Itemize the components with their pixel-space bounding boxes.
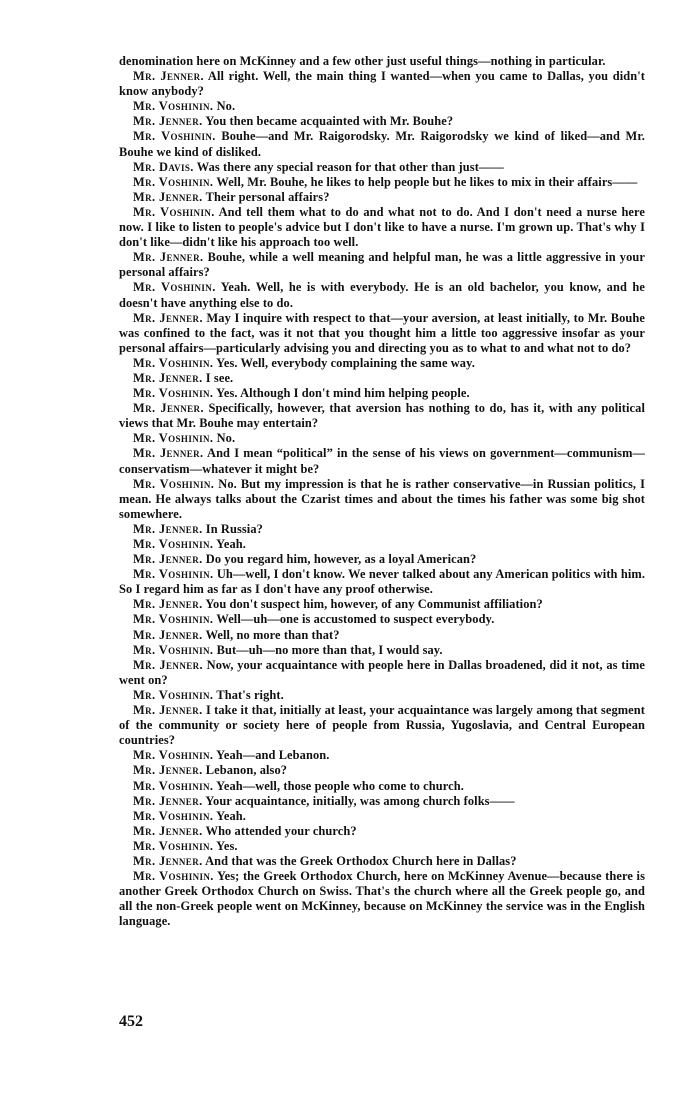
paragraph-text: Uh—well, I don't know. We never talked about any American politics with him. So I regard him as far as I don't have any proof otherwise. (119, 567, 646, 597)
paragraph-text: Well, Mr. Bouhe, he likes to help people but he likes to mix in their affairs—— (216, 174, 638, 189)
paragraph-text: Bouhe, while a well meaning and helpful man, he was a little aggressive in your personal affairs? (119, 250, 645, 280)
speaker-name: Mr. Jenner. (133, 401, 204, 416)
speaker-name: Mr. Voshinin. (133, 476, 215, 491)
transcript-paragraph (119, 779, 645, 794)
transcript-paragraph (119, 763, 645, 778)
speaker-name: Mr. Voshinin. (133, 748, 214, 763)
paragraph-text: Yeah. Well, he is with everybody. He is an old bachelor, you know, and he doesn't have anything else to do. (119, 280, 645, 310)
transcript-paragraph (119, 839, 645, 854)
paragraph-text: Do you regard him, however, as a loyal American? (205, 552, 477, 567)
paragraph-text: You don't suspect him, however, of any Communist affiliation? (205, 597, 543, 612)
paragraph-text: Lebanon, also? (205, 763, 288, 778)
transcript-paragraph (119, 250, 645, 280)
speaker-name: Mr. Jenner. (133, 370, 203, 385)
transcript-paragraph (119, 688, 645, 703)
speaker-name: Mr. Voshinin. (133, 567, 214, 582)
paragraph-text: Was there any special reason for that other than just—— (196, 159, 504, 174)
paragraph-text: No. (216, 99, 236, 114)
transcript-paragraph (119, 643, 645, 658)
transcript-paragraph (119, 567, 645, 597)
paragraph-text: Your acquaintance, initially, was among church folks—— (205, 793, 515, 808)
transcript-paragraph (119, 748, 645, 763)
transcript-paragraph (119, 129, 645, 159)
paragraph-text: Yeah—well, those people who come to church. (216, 778, 464, 793)
transcript-paragraph (119, 809, 645, 824)
transcript-paragraph (119, 869, 645, 929)
paragraph-text: Who attended your church? (205, 823, 357, 838)
speaker-name: Mr. Jenner. (133, 763, 203, 778)
speaker-name: Mr. Voshinin. (133, 537, 214, 551)
paragraph-text: That's right. (216, 687, 284, 702)
speaker-name: Mr. Voshinin. (133, 642, 214, 657)
paragraph-text: Well, no more than that? (205, 627, 340, 642)
speaker-name: Mr. Voshinin. (133, 838, 214, 853)
transcript-paragraph (119, 522, 645, 537)
transcript-paragraph (119, 446, 645, 476)
transcript-paragraph (119, 854, 645, 869)
transcript-paragraph (119, 356, 645, 371)
transcript-paragraph (119, 311, 645, 356)
transcript-paragraph (119, 552, 645, 567)
transcript-paragraph (119, 794, 645, 809)
transcript-paragraph (119, 175, 645, 190)
speaker-name: Mr. Jenner. (133, 250, 204, 265)
speaker-name: Mr. Voshinin. (133, 612, 214, 627)
paragraph-text: All right. Well, the main thing I wanted—when you came to Dallas, you didn't know anybody? (119, 69, 645, 99)
speaker-name: Mr. Voshinin. (133, 431, 214, 446)
speaker-name: Mr. Jenner. (133, 69, 204, 84)
paragraph-text: In Russia? (205, 521, 263, 536)
paragraph-text: Yeah. (216, 808, 246, 823)
speaker-name: Mr. Davis. (133, 159, 194, 174)
transcript-body (119, 54, 645, 929)
speaker-name: Mr. Jenner. (133, 627, 203, 642)
speaker-name: Mr. Voshinin. (133, 129, 216, 144)
speaker-name: Mr. Jenner. (133, 114, 203, 129)
paragraph-text: And I mean “political” in the sense of his views on government—communism—conservatism—whatever it might be? (119, 446, 646, 476)
transcript-paragraph (119, 386, 645, 401)
transcript-paragraph (119, 537, 645, 552)
speaker-name: Mr. Jenner. (133, 552, 203, 567)
speaker-name: Mr. Jenner. (133, 657, 204, 672)
transcript-paragraph (119, 205, 645, 250)
paragraph-text: May I inquire with respect to that—your aversion, at least initially, to Mr. Bouhe was confined to the fact, was it not that you thought him a little too aggressive insofar as your personal affairs—particularly advising you and directing you as to what to and what not to do? (119, 310, 645, 355)
transcript-paragraph (119, 54, 645, 69)
paragraph-text: denomination here on McKinney and a few other just useful things—nothing in particular. (119, 54, 606, 68)
paragraph-text: Yes. (216, 838, 238, 853)
paragraph-text: Well—uh—one is accustomed to suspect everybody. (216, 612, 495, 627)
paragraph-text: And that was the Greek Orthodox Church here in Dallas? (205, 853, 517, 868)
transcript-paragraph (119, 99, 645, 114)
paragraph-text: No. (216, 431, 236, 446)
transcript-paragraph (119, 628, 645, 643)
transcript-paragraph (119, 703, 645, 748)
transcript-paragraph (119, 114, 645, 129)
paragraph-text: Yeah—and Lebanon. (216, 748, 330, 763)
transcript-paragraph (119, 69, 645, 99)
transcript-paragraph (119, 190, 645, 205)
paragraph-text: Now, your acquaintance with people here in Dallas broadened, did it not, as time went on? (119, 657, 646, 687)
transcript-paragraph (119, 431, 645, 446)
transcript-paragraph (119, 658, 645, 688)
speaker-name: Mr. Voshinin. (133, 778, 214, 793)
speaker-name: Mr. Voshinin. (133, 869, 214, 884)
speaker-name: Mr. Jenner. (133, 703, 203, 718)
transcript-paragraph (119, 401, 645, 431)
transcript-paragraph (119, 280, 645, 310)
paragraph-text: And tell them what to do and what not to do. And I don't need a nurse here now. I like to listen to people's advice but I don't like to have a nurse. I'm grown up. That's why I don't like—didn't like his approach too well. (119, 204, 646, 250)
speaker-name: Mr. Voshinin. (133, 280, 216, 295)
speaker-name: Mr. Voshinin. (133, 204, 215, 219)
transcript-paragraph (119, 160, 645, 175)
paragraph-text: You then became acquainted with Mr. Bouhe? (205, 114, 454, 129)
page-number: 452 (119, 1013, 143, 1030)
transcript-paragraph (119, 371, 645, 386)
paragraph-text: Specifically, however, that aversion has nothing to do, has it, with any political views that Mr. Bouhe may entertain? (119, 401, 645, 431)
speaker-name: Mr. Jenner. (133, 310, 203, 325)
speaker-name: Mr. Voshinin. (133, 355, 214, 370)
speaker-name: Mr. Jenner. (133, 793, 203, 808)
paragraph-text: I see. (205, 370, 234, 385)
paragraph-text: No. But my impression is that he is rather conservative—in Russian politics, I mean. He always talks about the Czarist times and about the times his father was some big shot somewhere. (119, 476, 645, 521)
speaker-name: Mr. Jenner. (133, 853, 203, 868)
speaker-name: Mr. Jenner. (133, 446, 204, 461)
paragraph-text: Yes; the Greek Orthodox Church, here on McKinney Avenue—because there is another Greek Orthodox Church on Swiss. That's the church where all the Greek people go, and all the non-Greek people went on McKinney, because on McKinney the service was in the English language. (119, 869, 645, 929)
speaker-name: Mr. Jenner. (133, 521, 203, 536)
speaker-name: Mr. Jenner. (133, 823, 203, 838)
speaker-name: Mr. Jenner. (133, 189, 203, 204)
speaker-name: Mr. Voshinin. (133, 386, 214, 401)
transcript-paragraph (119, 477, 645, 522)
paragraph-text: But—uh—no more than that, I would say. (216, 642, 443, 657)
speaker-name: Mr. Voshinin. (133, 174, 214, 189)
paragraph-text: Yes. Well, everybody complaining the same way. (216, 355, 475, 370)
transcript-paragraph (119, 824, 645, 839)
paragraph-text: I take it that, initially at least, your acquaintance was largely among that segment of the community or society here of people from Russia, Yugoslavia, and Central European countries? (119, 703, 645, 748)
paragraph-text: Yeah. (216, 537, 246, 551)
speaker-name: Mr. Jenner. (133, 597, 203, 612)
paragraph-text: Bouhe—and Mr. Raigorodsky. Mr. Raigorodsky we kind of liked—and Mr. Bouhe we kind of disliked. (119, 129, 646, 159)
speaker-name: Mr. Voshinin. (133, 687, 214, 702)
speaker-name: Mr. Voshinin. (133, 99, 214, 114)
paragraph-text: Yes. Although I don't mind him helping people. (216, 386, 470, 401)
speaker-name: Mr. Voshinin. (133, 808, 214, 823)
transcript-paragraph (119, 597, 645, 612)
transcript-paragraph (119, 612, 645, 627)
paragraph-text: Their personal affairs? (205, 189, 330, 204)
